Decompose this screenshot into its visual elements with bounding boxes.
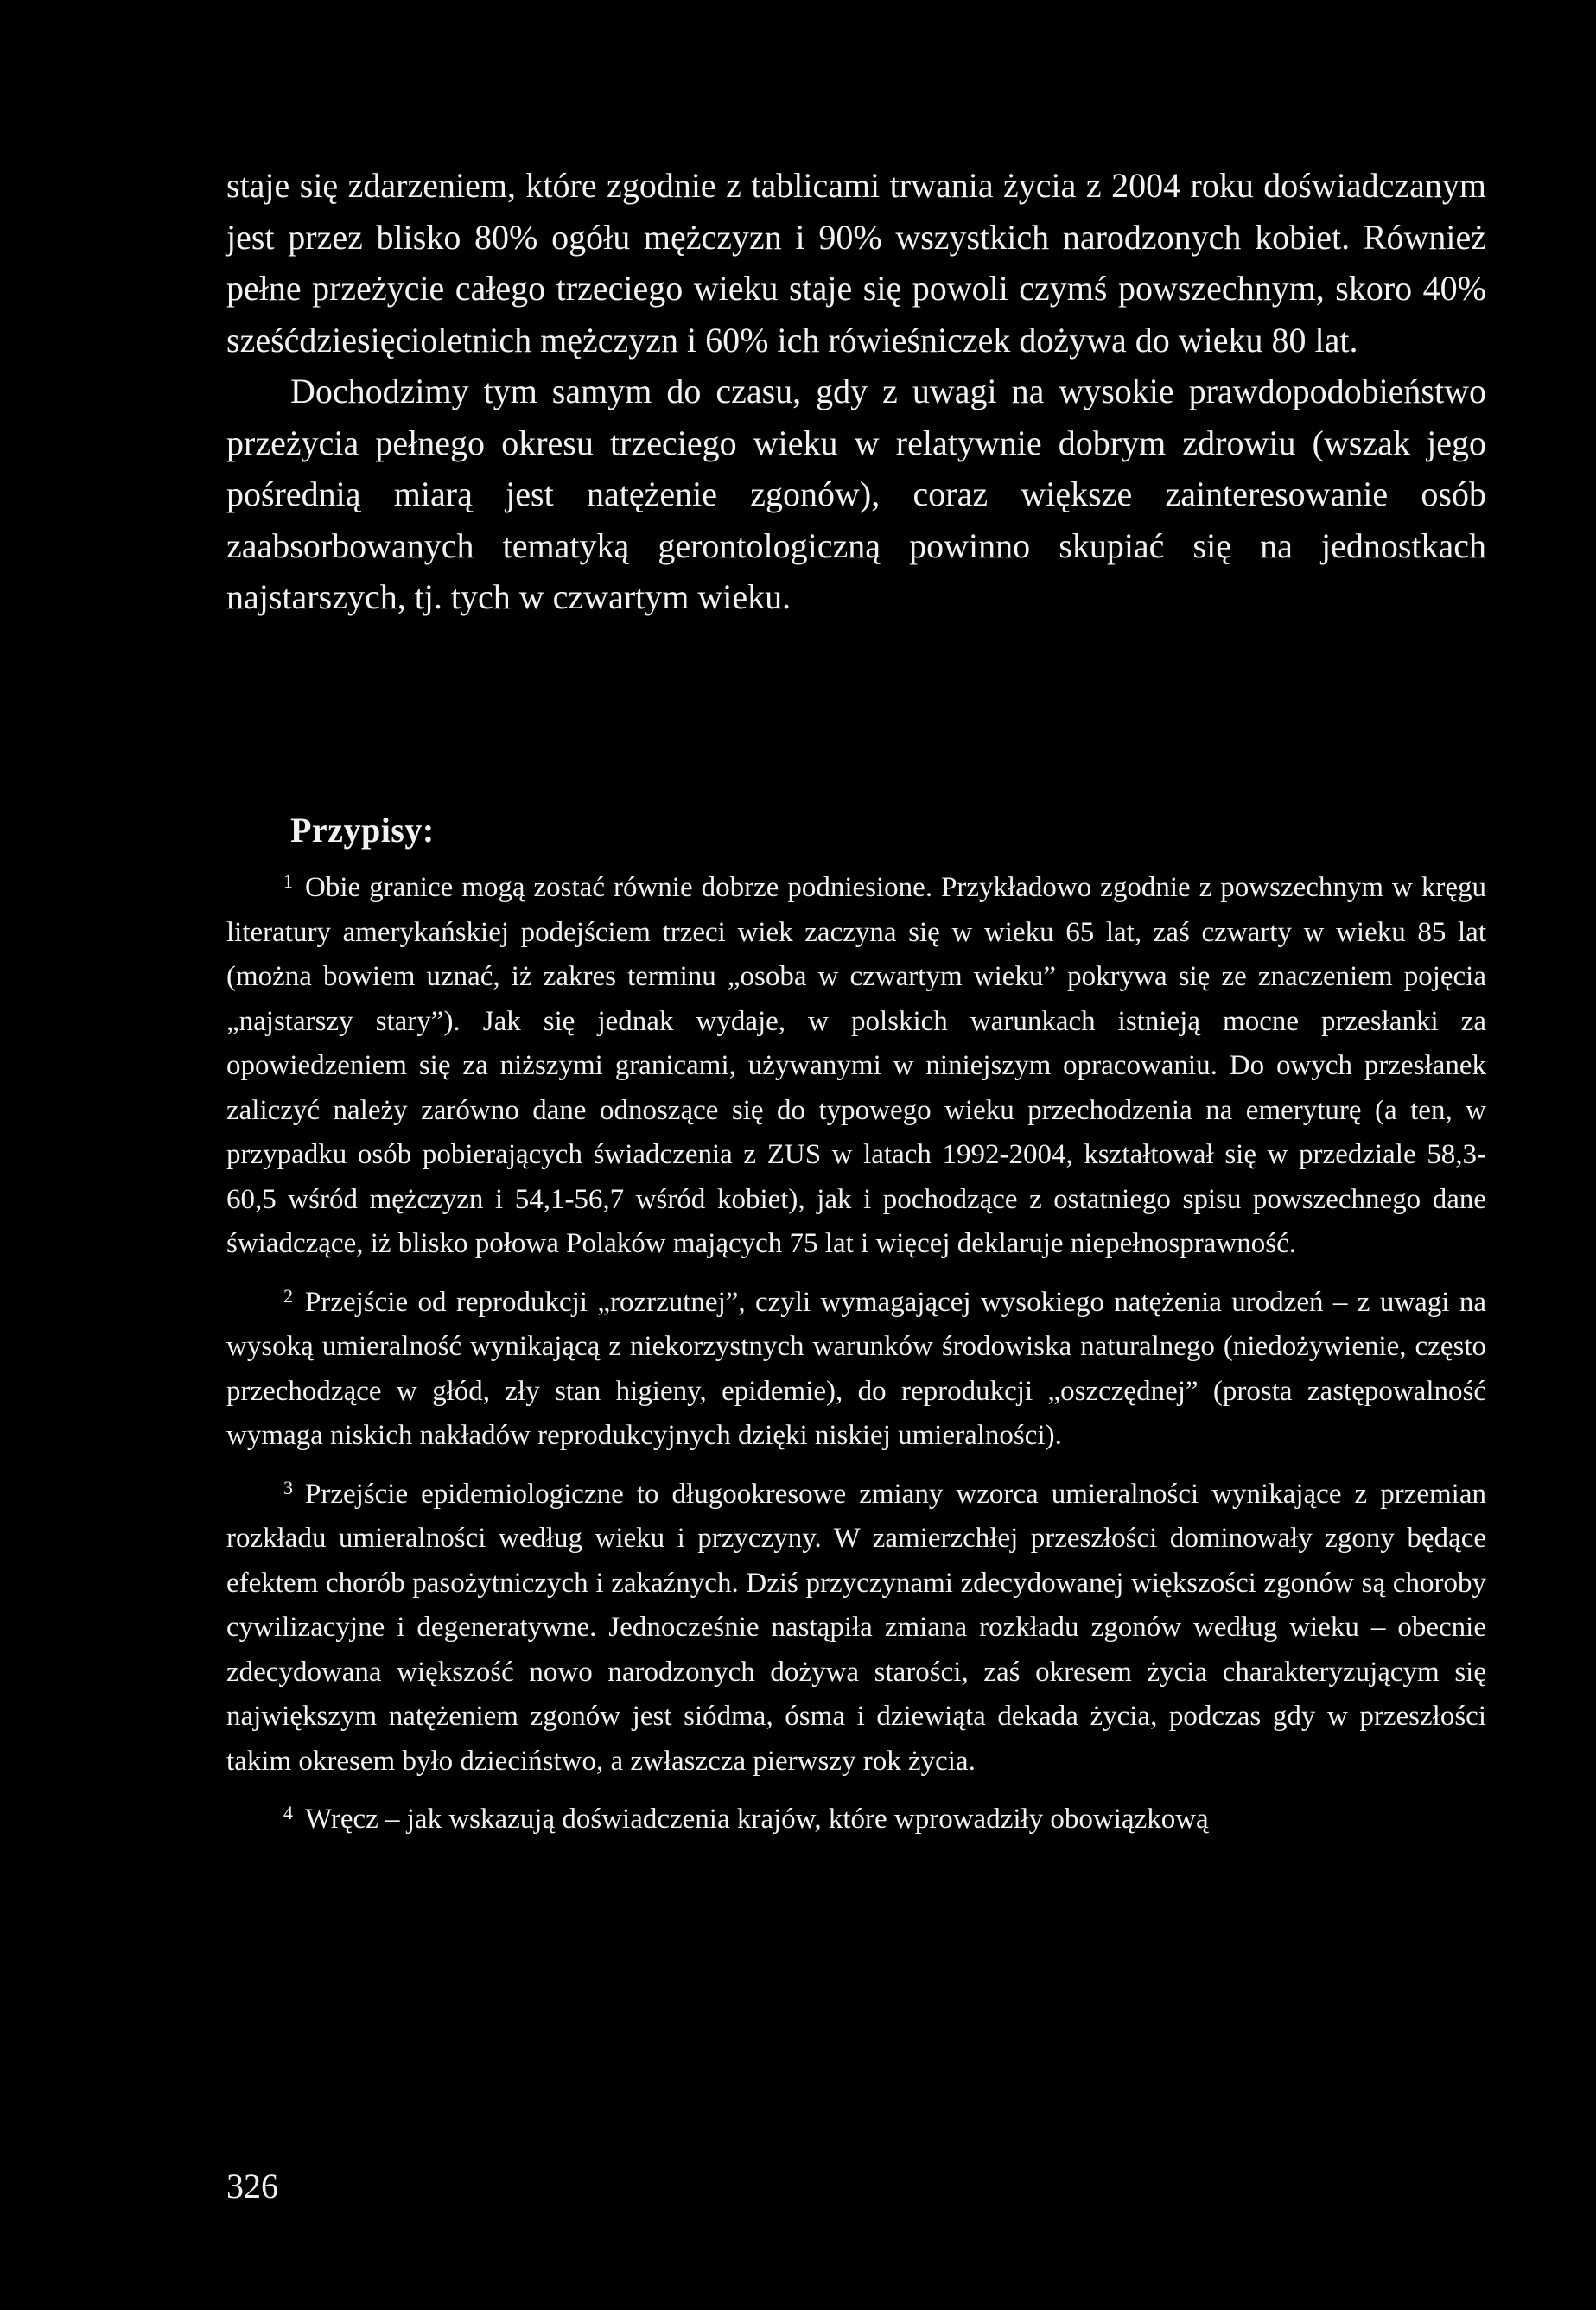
footnote-text: Wręcz – jak wskazują doświadczenia krajów, które wprowadziły obowiązkową xyxy=(305,1804,1209,1835)
main-text xyxy=(226,160,1486,623)
footnote-item xyxy=(226,1798,1486,1842)
footnotes-heading: Przypisy: xyxy=(290,811,435,850)
footnote-text: Przejście od reprodukcji „rozrzutnej”, czyli wymagającej wysokiego natężenia urodzeń – z uwagi na wysoką umieralność wynikającą z niekorzystnych warunków środowiska naturalnego (niedożywienie, często przechodzące w głód, zły stan higieny, epidemie), do reprodukcji „oszczędnej” (prosta zastępowalność wymaga niskich nakładów reprodukcyjnych dzięki niskiej umieralności). xyxy=(226,1286,1486,1451)
footnote-item xyxy=(226,866,1486,1267)
footnote-marker: 4 xyxy=(283,1802,293,1823)
body-paragraph: Dochodzimy tym samym do czasu, gdy z uwagi na wysokie prawdopodobieństwo przeżycia pełnego okresu trzeciego wieku w relatywnie dobrym zdrowiu (wszak jego pośrednią miarą jest natężenie zgonów), coraz większe zainteresowanie osób zaabsorbowanych tematyką gerontologiczną powinno skupiać się na jednostkach najstarszych, tj. tych w czwartym wieku. xyxy=(226,372,1486,616)
page-number: 326 xyxy=(226,2167,278,2205)
footnote-text: Obie granice mogą zostać równie dobrze podniesione. Przykładowo zgodnie z powszechnym w kręgu literatury amerykańskiej podejściem trzeci wiek zaczyna się w wieku 65 lat, zaś czwarty w wieku 85 lat (można bowiem uznać, iż zakres terminu „osoba w czwartym wieku” pokrywa się ze znaczeniem pojęcia „najstarszy stary”). Jak się jednak wydaje, w polskich warunkach istnieją mocne przesłanki za opowiedzeniem się za niższymi granicami, używanymi w niniejszym opracowaniu. Do owych przesłanek zaliczyć należy zarówno dane odnoszące się do typowego wieku przechodzenia na emeryturę (a ten, w przypadku osób pobierających świadczenia z ZUS w latach 1992-2004, kształtował się w przedziale 58,3-60,5 wśród mężczyzn i 54,1-56,7 wśród kobiet), jak i pochodzące z ostatniego spisu powszechnego dane świadczące, iż blisko połowa Polaków mających 75 lat i więcej deklaruje niepełnosprawność. xyxy=(226,872,1486,1259)
footnote-marker: 1 xyxy=(283,870,293,892)
body-paragraph: staje się zdarzeniem, które zgodnie z tablicami trwania życia z 2004 roku doświadczanym jest przez blisko 80% ogółu mężczyzn i 90% wszystkich narodzonych kobiet. Również pełne przeżycie całego trzeciego wieku staje się powoli czymś powszechnym, skoro 40% sześćdziesięcioletnich mężczyzn i 60% ich rówieśniczek dożywa do wieku 80 lat. xyxy=(226,166,1486,360)
footnote-item xyxy=(226,1473,1486,1785)
footnote-item xyxy=(226,1281,1486,1459)
footnotes-list xyxy=(226,866,1486,1856)
footnote-marker: 2 xyxy=(283,1284,293,1307)
footnote-marker: 3 xyxy=(283,1476,293,1499)
footnote-text: Przejście epidemiologiczne to długookresowe zmiany wzorca umieralności wynikające z przemian rozkładu umieralności według wieku i przyczyny. W zamierzchłej przeszłości dominowały zgony będące efektem chorób pasożytniczych i zakaźnych. Dziś przyczynami zdecydowanej większości zgonów są choroby cywilizacyjne i degeneratywne. Jednocześnie nastąpiła zmiana rozkładu zgonów według wieku – obecnie zdecydowana większość nowo narodzonych dożywa starości, zaś okresem życia charakteryzującym się największym natężeniem zgonów jest siódma, ósma i dziewiąta dekada życia, podczas gdy w przeszłości takim okresem było dzieciństwo, a zwłaszcza pierwszy rok życia. xyxy=(226,1478,1486,1777)
